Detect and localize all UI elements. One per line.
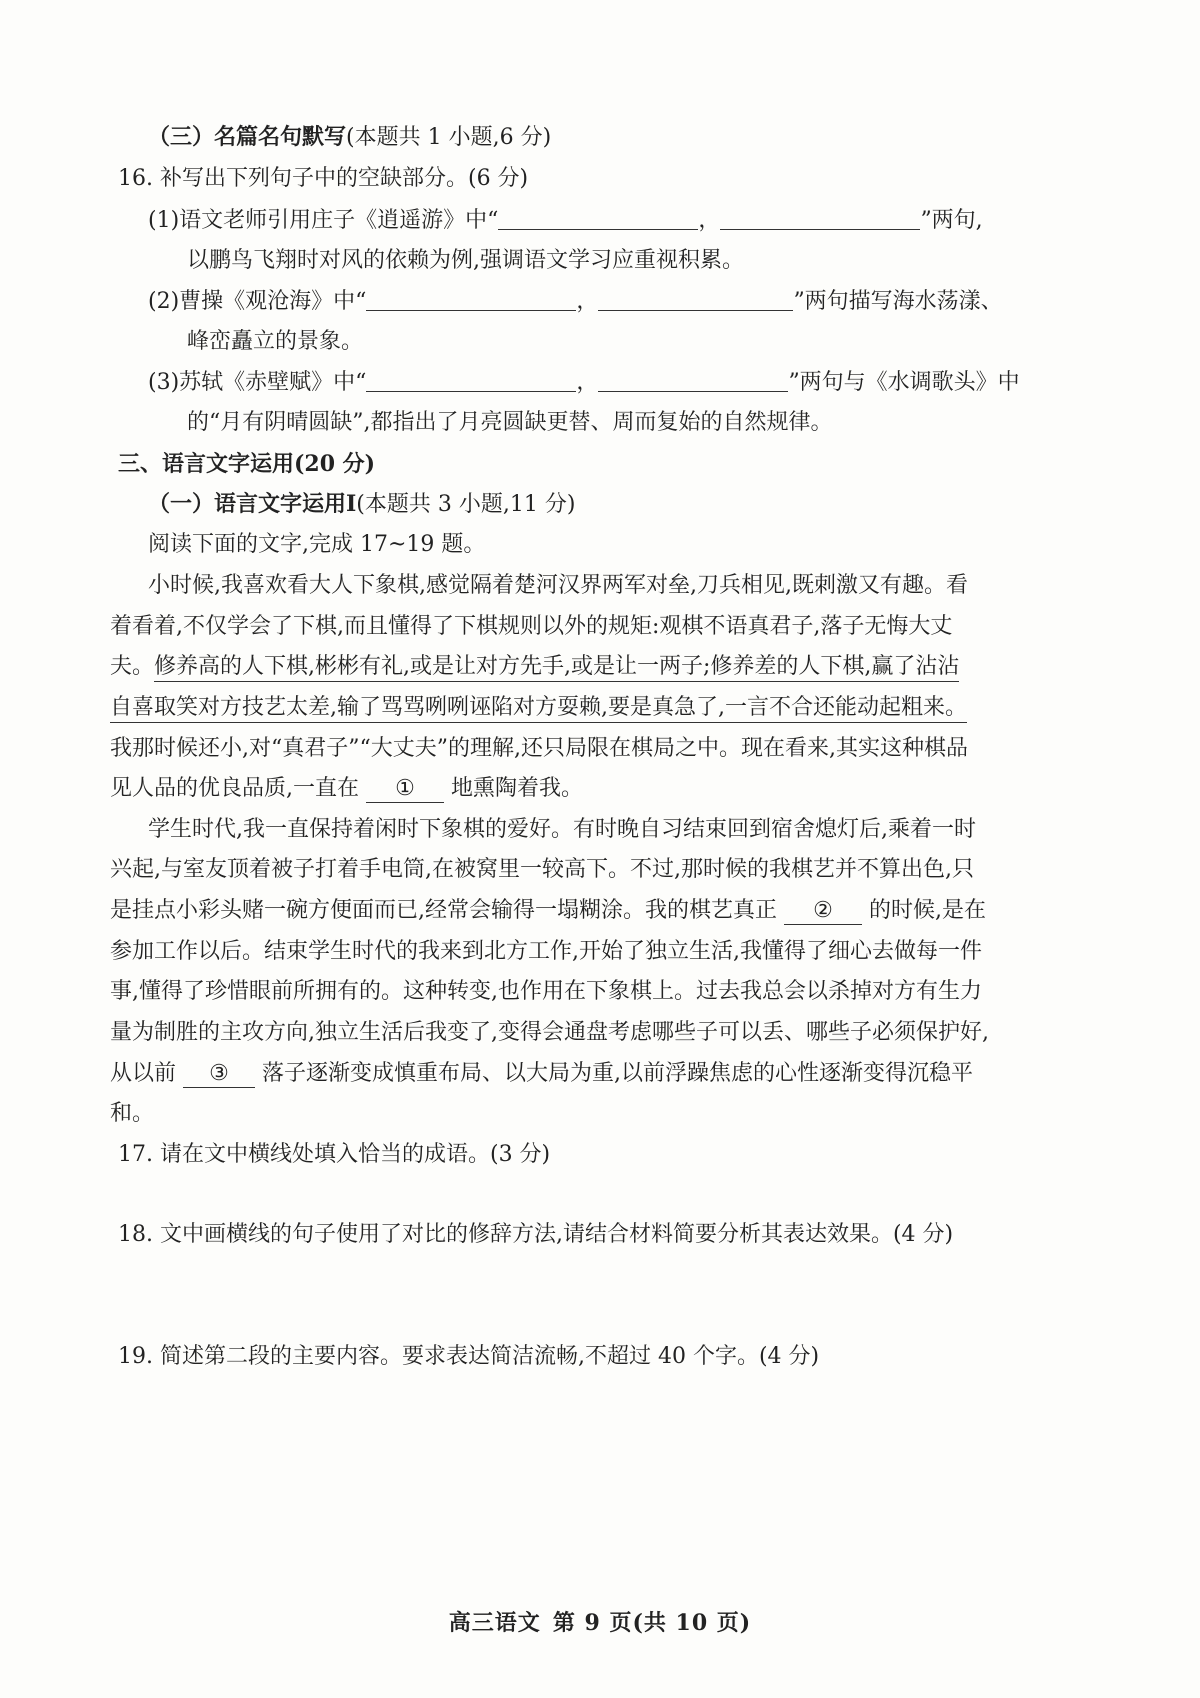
question-16-item-2 (148, 288, 1003, 315)
footer-subject: 高三语文 (448, 1610, 541, 1636)
question-16-item-3 (148, 369, 1020, 396)
fill-blank-1[interactable]: ① (366, 776, 444, 803)
answer-blank[interactable] (598, 288, 793, 311)
fill-blank-2[interactable]: ② (784, 898, 862, 925)
item-1-suffix: ”两句, (920, 208, 983, 233)
passage-line: 着看着,不仅学会了下棋,而且懂得了下棋规则以外的规矩:观棋不语真君子,落子无悔大丈 (110, 614, 953, 639)
passage-line: 兴起,与室友顶着被子打着手电筒,在被窝里一较高下。不过,那时候的我棋艺并不算出色,只 (110, 857, 974, 882)
answer-blank[interactable] (498, 207, 698, 230)
passage-line: 量为制胜的主攻方向,独立生活后我变了,变得会通盘考虑哪些子可以丢、哪些子必须保护好, (110, 1020, 989, 1045)
passage-line: 和。 (110, 1101, 155, 1126)
passage-line (110, 776, 583, 803)
question-16-item-3-cont: 的“月有阴晴圆缺”,都指出了月亮圆缺更替、周而复始的自然规律。 (187, 410, 833, 435)
question-16-item-2-cont: 峰峦矗立的景象。 (187, 329, 364, 354)
passage-text: 是挂点小彩头赌一碗方便面而已,经常会输得一塌糊涂。我的棋艺真正 (110, 898, 777, 923)
question-18: 18. 文中画横线的句子使用了对比的修辞方法,请结合材料简要分析其表达效果。(4 分) (118, 1222, 954, 1247)
passage-text: 夫。 (110, 654, 155, 679)
item-2-suffix: ”两句描写海水荡漾、 (793, 289, 1003, 314)
item-2-prefix: (2)曹操《观沧海》中“ (148, 289, 367, 314)
passage-text: 地熏陶着我。 (451, 776, 584, 801)
footer-page-number: 第 9 页(共 10 页) (552, 1610, 752, 1636)
passage-line: 参加工作以后。结束学生时代的我来到北方工作,开始了独立生活,我懂得了细心去做每一件 (110, 939, 982, 964)
passage-line (110, 654, 959, 680)
passage-line (110, 1061, 973, 1088)
item-2-comma: ， (576, 289, 599, 314)
fill-blank-3[interactable]: ③ (183, 1061, 255, 1088)
question-16-stem: 16. 补写出下列句子中的空缺部分。(6 分) (118, 166, 529, 191)
passage-text: 落子逐渐变成慎重布局、以大局为重,以前浮躁焦虑的心性逐渐变得沉稳平 (262, 1061, 974, 1086)
passage-line (110, 898, 986, 925)
answer-blank[interactable] (720, 207, 920, 230)
passage-line: 小时候,我喜欢看大人下象棋,感觉隔着楚河汉界两军对垒,刀兵相见,既刺激又有趣。看 (148, 573, 968, 598)
section-title: （三）名篇名句默写 (148, 124, 347, 150)
question-16-item-1-cont: 以鹏鸟飞翔时对风的依赖为例,强调语文学习应重视积累。 (187, 248, 744, 273)
answer-blank[interactable] (598, 369, 788, 392)
underlined-sentence: 自喜取笑对方技艺太差,输了骂骂咧咧诬陷对方耍赖,要是真急了,一言不合还能动起粗来。 (110, 695, 967, 723)
underlined-sentence: 修养高的人下棋,彬彬有礼,或是让对方先手,或是让一两子;修养差的人下棋,赢了沾沾 (154, 654, 959, 682)
page-footer (0, 1606, 1200, 1637)
passage-line: 事,懂得了珍惜眼前所拥有的。这种转变,也作用在下象棋上。过去我总会以杀掉对方有生力 (110, 979, 982, 1004)
question-16-item-1 (148, 207, 983, 234)
part-heading: 三、语言文字运用(20 分) (118, 451, 376, 477)
subsection-title: （一）语言文字运用Ⅰ (148, 491, 357, 517)
passage-line (110, 695, 967, 721)
passage-text: 从以前 (110, 1061, 177, 1086)
question-19: 19. 简述第二段的主要内容。要求表达简洁流畅,不超过 40 个字。(4 分) (118, 1344, 820, 1369)
subsection-note: (本题共 3 小题,11 分) (356, 492, 576, 517)
item-3-comma: ， (576, 370, 599, 395)
section-heading (148, 124, 551, 151)
item-3-suffix: ”两句与《水调歌头》中 (788, 370, 1020, 395)
reading-instruction: 阅读下面的文字,完成 17~19 题。 (148, 532, 486, 557)
answer-blank[interactable] (366, 369, 576, 392)
item-3-prefix: (3)苏轼《赤壁赋》中“ (148, 370, 367, 395)
passage-line: 我那时候还小,对“真君子”“大丈夫”的理解,还只局限在棋局之中。现在看来,其实这种棋品 (110, 736, 968, 761)
passage-text: 见人品的优良品质,一直在 (110, 776, 359, 801)
passage-text: 的时候,是在 (869, 898, 986, 923)
item-1-prefix: (1)语文老师引用庄子《逍遥游》中“ (148, 208, 499, 233)
item-1-comma: ， (698, 208, 721, 233)
passage-line: 学生时代,我一直保持着闲时下象棋的爱好。有时晚自习结束回到宿舍熄灯后,乘着一时 (148, 817, 976, 842)
section-note: (本题共 1 小题,6 分) (346, 125, 552, 150)
question-17: 17. 请在文中横线处填入恰当的成语。(3 分) (118, 1142, 551, 1167)
subsection-heading (148, 491, 575, 518)
answer-blank[interactable] (366, 288, 576, 311)
